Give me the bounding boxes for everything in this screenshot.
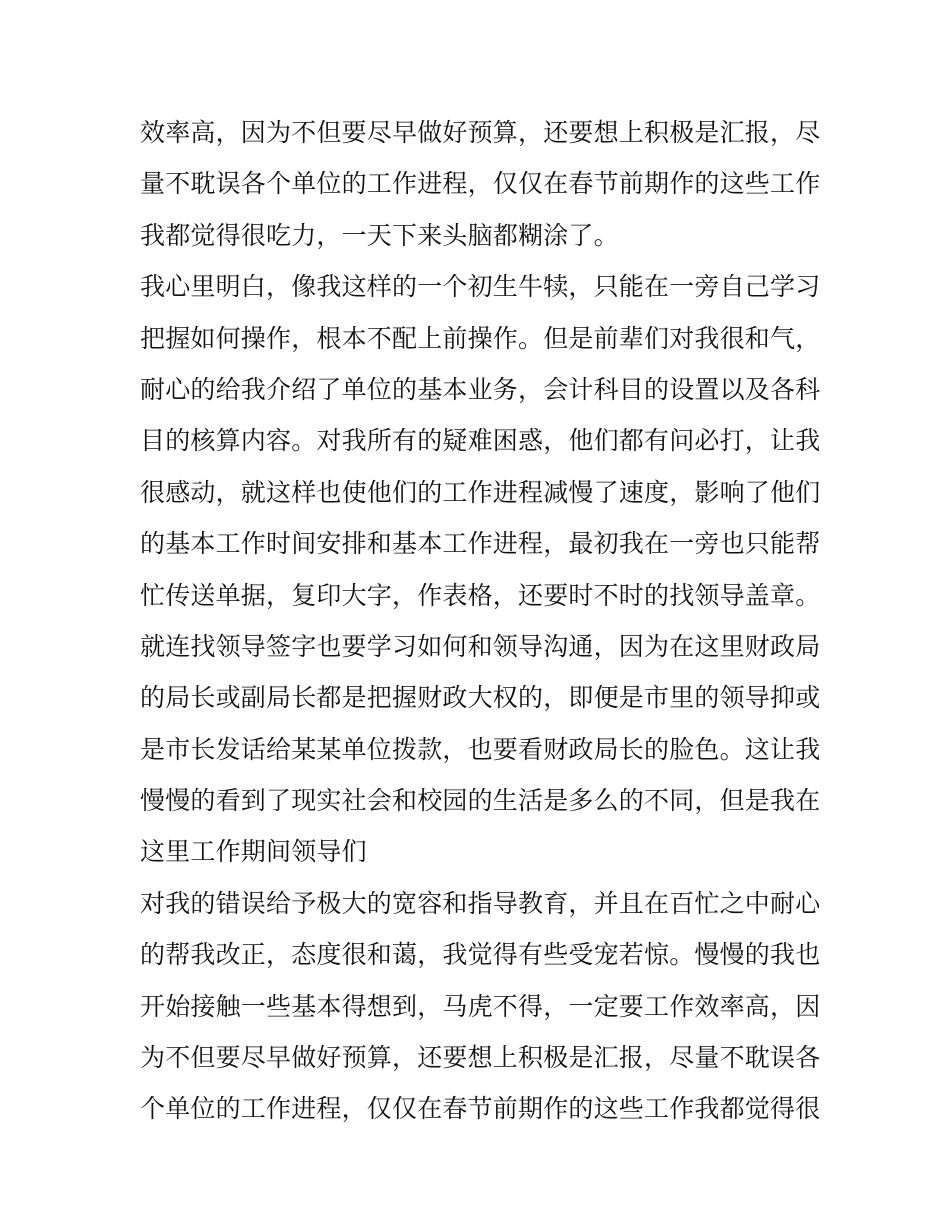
text-line: 这里工作期间领导们 <box>140 837 367 867</box>
text-line: 对我的错误给予极大的宽容和指导教育，并且在百忙之中耐心 <box>140 888 821 918</box>
text-line: 的局长或副局长都是把握财政大权的，即便是市里的领导抑或 <box>140 683 821 713</box>
text-line: 量不耽误各个单位的工作进程，仅仅在春节前期作的这些工作 <box>140 169 821 199</box>
text-line: 忙传送单据，复印大字，作表格，还要时不时的找领导盖章。 <box>140 580 821 610</box>
text-line: 的帮我改正，态度很和蔼，我觉得有些受宠若惊。慢慢的我也 <box>140 940 821 970</box>
text-line: 开始接触一些基本得想到，马虎不得，一定要工作效率高，因 <box>140 991 821 1021</box>
text-line: 效率高，因为不但要尽早做好预算，还要想上积极是汇报，尽 <box>140 118 821 147</box>
text-line: 慢慢的看到了现实社会和校园的生活是多么的不同，但是我在 <box>140 786 821 816</box>
text-line: 耐心的给我介绍了单位的基本业务，会计科目的设置以及各科 <box>140 374 821 404</box>
text-line: 就连找领导签字也要学习如何和领导沟通，因为在这里财政局 <box>140 631 821 661</box>
text-line: 很感动，就这样也使他们的工作进程减慢了速度，影响了他们 <box>140 477 821 507</box>
text-line: 我心里明白，像我这样的一个初生牛犊，只能在一旁自己学习 <box>140 272 821 302</box>
text-line: 我都觉得很吃力，一天下来头脑都糊涂了。 <box>140 220 619 250</box>
text-line: 是市长发话给某某单位拨款，也要看财政局长的脸色。这让我 <box>140 734 821 764</box>
text-line: 把握如何操作，根本不配上前操作。但是前辈们对我很和气， <box>140 323 821 353</box>
text-line: 为不但要尽早做好预算，还要想上积极是汇报，尽量不耽误各 <box>140 1043 821 1073</box>
text-line: 个单位的工作进程，仅仅在春节前期作的这些工作我都觉得很 <box>140 1094 821 1124</box>
text-line: 的基本工作时间安排和基本工作进程，最初我在一旁也只能帮 <box>140 529 821 559</box>
body-text <box>140 107 820 1135</box>
text-line: 目的核算内容。对我所有的疑难困惑，他们都有问必打，让我 <box>140 426 821 456</box>
